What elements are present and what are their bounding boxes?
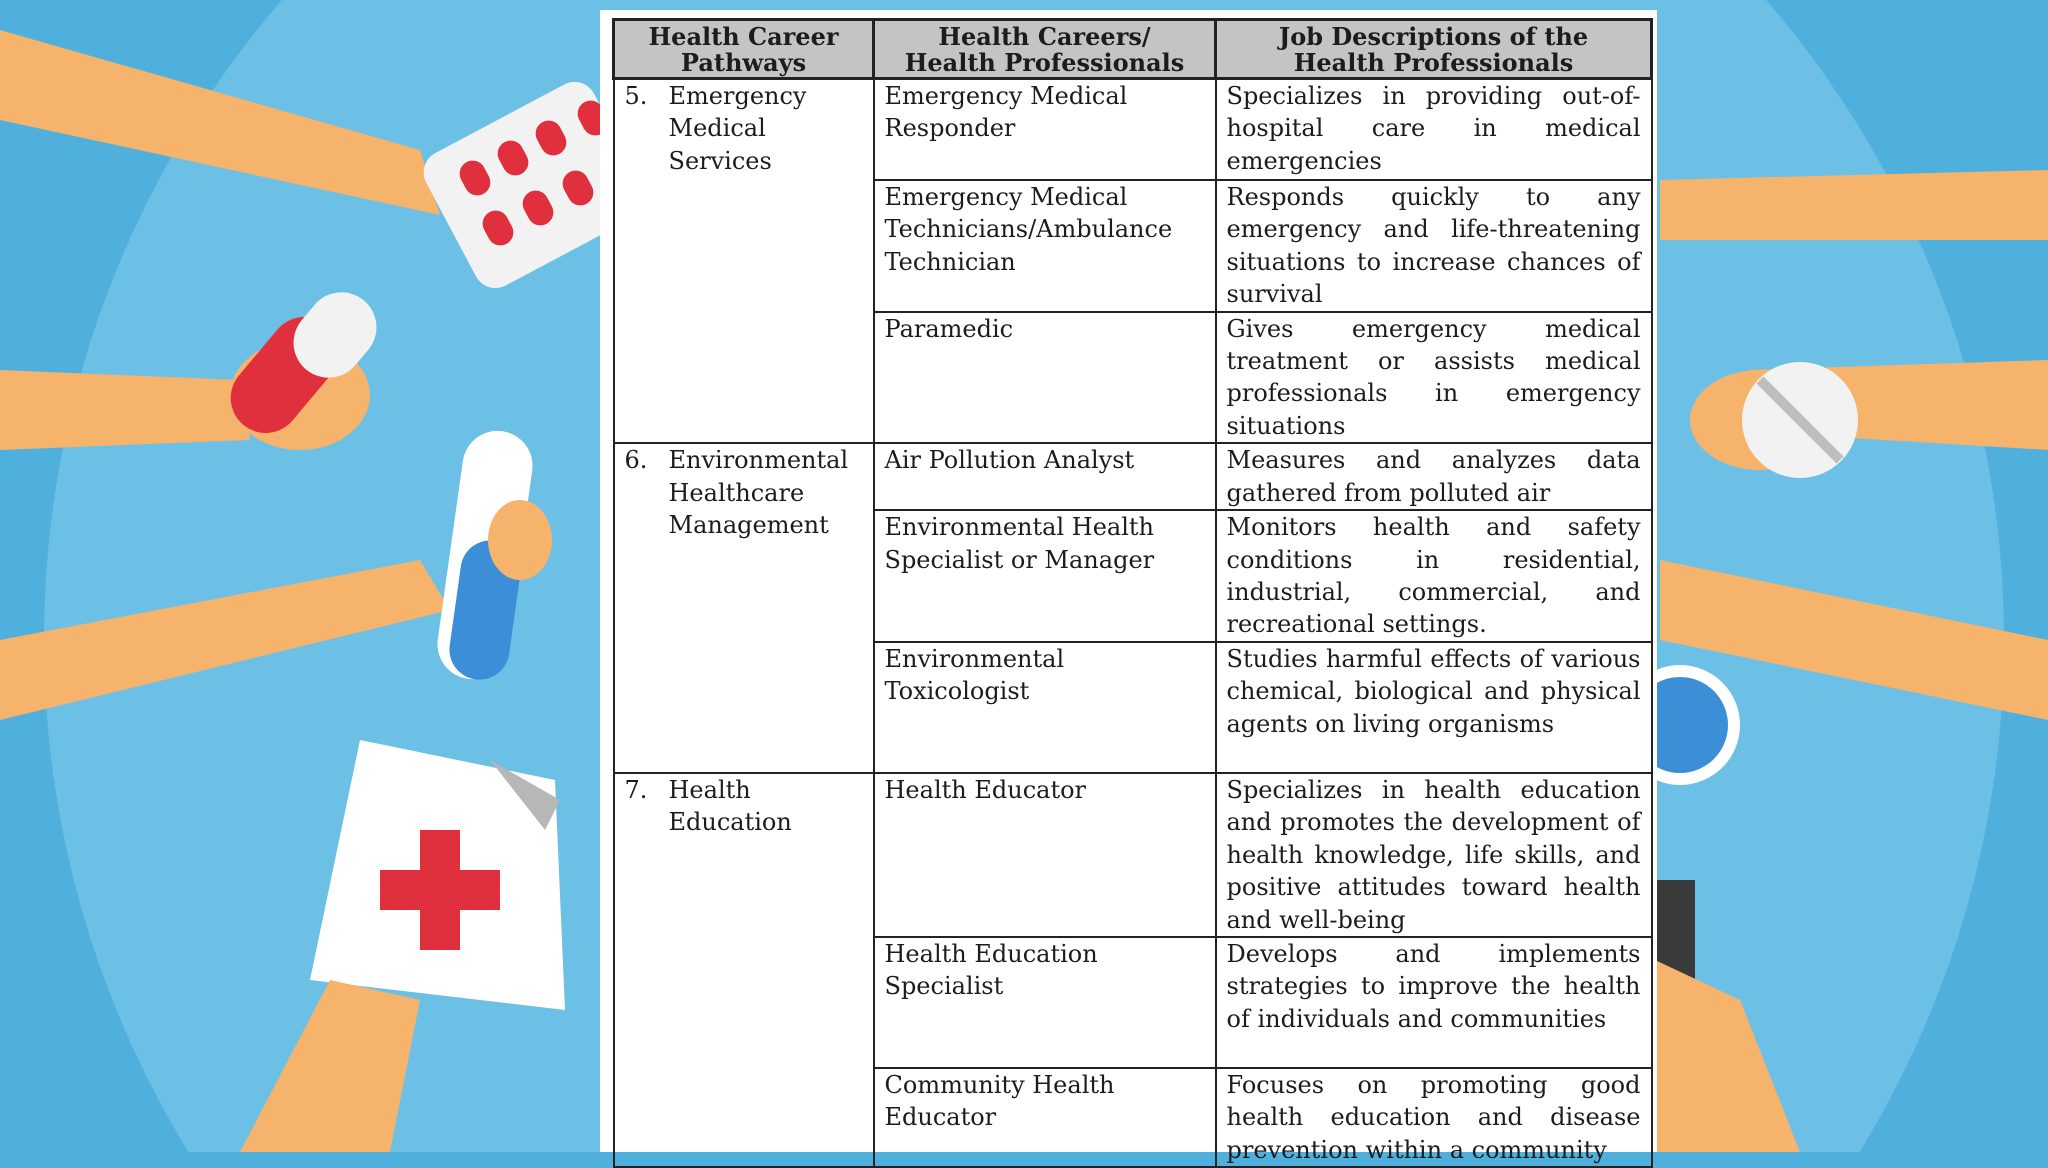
table-row	[614, 773, 1652, 937]
career-title: Health Educator	[874, 773, 1216, 937]
career-title: Emergency Medical Technicians/Ambulance Technician	[874, 180, 1216, 312]
table-header-row	[614, 20, 1652, 79]
career-description: Measures and analyzes data gathered from polluted air	[1216, 443, 1652, 510]
document-page	[600, 10, 1657, 1164]
pathway-name: Emergency Medical Services	[668, 82, 807, 175]
career-title: Community Health Educator	[874, 1068, 1216, 1167]
pathway-number: 7.	[624, 775, 648, 804]
pathway-name: Environmental Healthcare Management	[668, 446, 849, 540]
career-description: Specializes in providing out-of-hospital care in medical emergencies	[1216, 79, 1652, 181]
career-description: Gives emergency medical treatment or assists medical professionals in emergency situations	[1216, 312, 1652, 444]
pathway-cell	[614, 79, 874, 444]
career-title: Environmental Health Specialist or Manager	[874, 510, 1216, 642]
table-row	[614, 443, 1652, 510]
header-pathways: Health Career Pathways	[614, 20, 874, 79]
career-description: Monitors health and safety conditions in residential, industrial, commercial, and recreational settings.	[1216, 510, 1652, 642]
career-description: Responds quickly to any emergency and life-threatening situations to increase chances of survival	[1216, 180, 1652, 312]
career-description: Develops and implements strategies to improve the health of individuals and communities	[1216, 937, 1652, 1068]
career-title: Paramedic	[874, 312, 1216, 444]
pathway-number: 5.	[624, 82, 648, 110]
header-descriptions: Job Descriptions of the Health Professionals	[1216, 20, 1652, 79]
header-careers: Health Careers/ Health Professionals	[874, 20, 1216, 79]
career-title: Air Pollution Analyst	[874, 443, 1216, 510]
pathway-number: 6.	[624, 446, 648, 475]
career-title: Health Education Specialist	[874, 937, 1216, 1068]
career-description: Studies harmful effects of various chemical, biological and physical agents on living organisms	[1216, 642, 1652, 773]
pathway-cell	[614, 773, 874, 1167]
career-description: Specializes in health education and promotes the development of health knowledge, life skills, and positive attitudes toward health and well-being	[1216, 773, 1652, 937]
pathway-cell	[614, 443, 874, 773]
career-title: Emergency Medical Responder	[874, 79, 1216, 181]
health-careers-table	[612, 18, 1653, 1168]
career-title: Environmental Toxicologist	[874, 642, 1216, 773]
career-description: Focuses on promoting good health education and disease prevention within a community	[1216, 1068, 1652, 1167]
table-row	[614, 79, 1652, 181]
pathway-name: Health Education	[668, 775, 792, 837]
